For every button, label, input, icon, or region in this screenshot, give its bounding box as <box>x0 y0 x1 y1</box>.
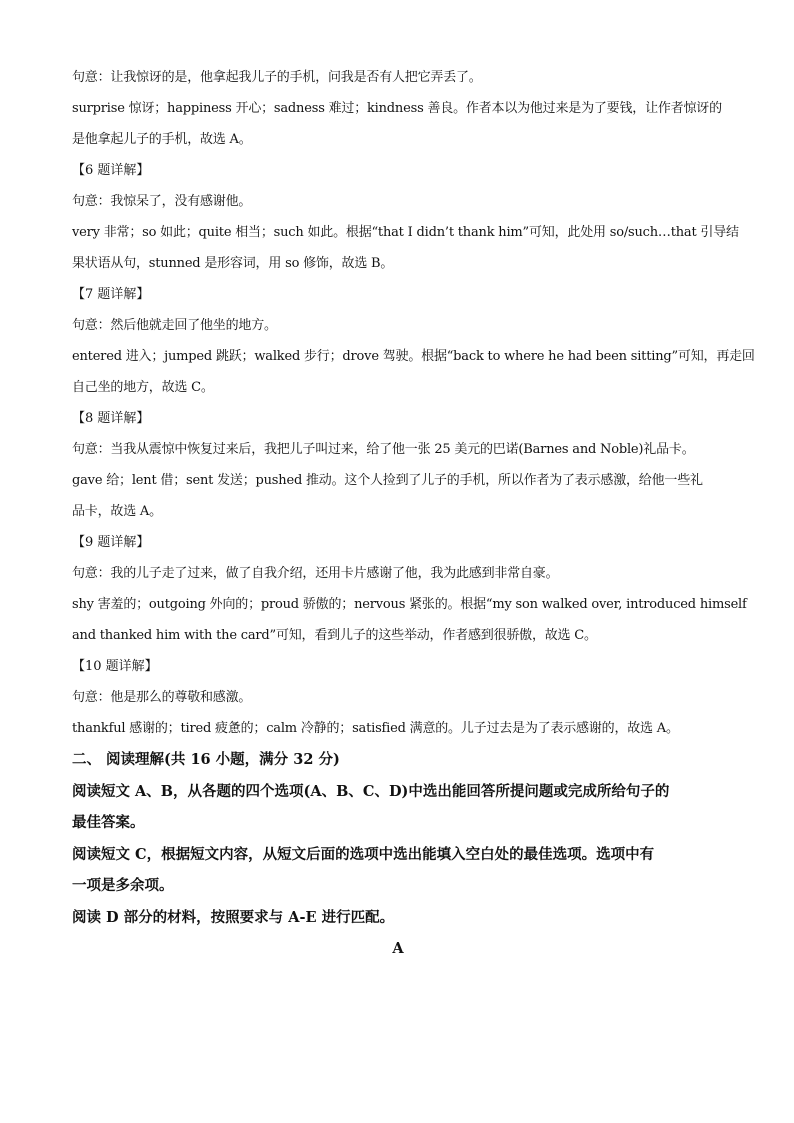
instruction-line: 一项是多余项。 <box>72 877 174 894</box>
instruction-line: 最佳答案。 <box>72 814 145 831</box>
answer-line: 品卡，故选 A。 <box>72 504 162 519</box>
answer-line: entered 进入；jumped 跳跃；walked 步行；drove 驾驶。根据“back to where he had been sitting”可知，再走回 <box>72 349 755 364</box>
answer-line: 句意：我惊呆了，没有感谢他。 <box>72 194 252 209</box>
answer-line: 是他拿起儿子的手机，故选 A。 <box>72 132 252 147</box>
answer-line: 句意：他是那么的尊敬和感激。 <box>72 690 252 705</box>
answer-line: 果状语从句，stunned 是形容词，用 so 修饰，故选 B。 <box>72 256 394 271</box>
answer-line: 句意：然后他就走回了他坐的地方。 <box>72 318 277 333</box>
answer-line: surprise 惊讶；happiness 开心；sadness 难过；kindness 善良。作者本以为他过来是为了要钱，让作者惊讶的 <box>72 101 722 116</box>
question-heading: 【7 题详解】 <box>72 287 150 302</box>
answer-line: gave 给；lent 借；sent 发送；pushed 推动。这个人捡到了儿子的手机，所以作者为了表示感激，给他一些礼 <box>72 473 703 488</box>
answer-line: very 非常；so 如此；quite 相当；such 如此。根据“that I didn’t thank him”可知，此处用 so/such…that 引导结 <box>72 225 739 240</box>
section-title: 二、 阅读理解(共 16 小题，满分 32 分) <box>72 751 340 768</box>
answer-line: 句意：让我惊讶的是，他拿起我儿子的手机，问我是否有人把它弄丢了。 <box>72 70 482 85</box>
document-content <box>72 62 755 965</box>
answer-line: thankful 感谢的；tired 疲惫的；calm 冷静的；satisfied 满意的。儿子过去是为了表示感谢的，故选 A。 <box>72 721 679 736</box>
answer-line: shy 害羞的；outgoing 外向的；proud 骄傲的；nervous 紧张的。根据“my son walked over, introduced himself <box>72 597 747 612</box>
question-heading: 【10 题详解】 <box>72 659 158 674</box>
question-heading: 【8 题详解】 <box>72 411 150 426</box>
answer-line: 句意：当我从震惊中恢复过来后，我把儿子叫过来，给了他一张 25 美元的巴诺(Barnes and Noble)礼品卡。 <box>72 442 695 457</box>
answer-line: 句意：我的儿子走了过来，做了自我介绍，还用卡片感谢了他，我为此感到非常自豪。 <box>72 566 559 581</box>
instruction-line: 阅读 D 部分的材料，按照要求与 A-E 进行匹配。 <box>72 908 395 926</box>
question-heading: 【6 题详解】 <box>72 163 150 178</box>
instruction-line: 阅读短文 C，根据短文内容，从短文后面的选项中选出能填入空白处的最佳选项。选项中有 <box>72 845 655 863</box>
answer-line: 自己坐的地方，故选 C。 <box>72 380 214 395</box>
instruction-line: 阅读短文 A、B，从各题的四个选项(A、B、C、D)中选出能回答所提问题或完成所给句子的 <box>72 782 670 800</box>
passage-label: A <box>392 940 404 957</box>
answer-line: and thanked him with the card”可知，看到儿子的这些举动，作者感到很骄傲，故选 C。 <box>72 628 597 643</box>
question-heading: 【9 题详解】 <box>72 535 150 550</box>
